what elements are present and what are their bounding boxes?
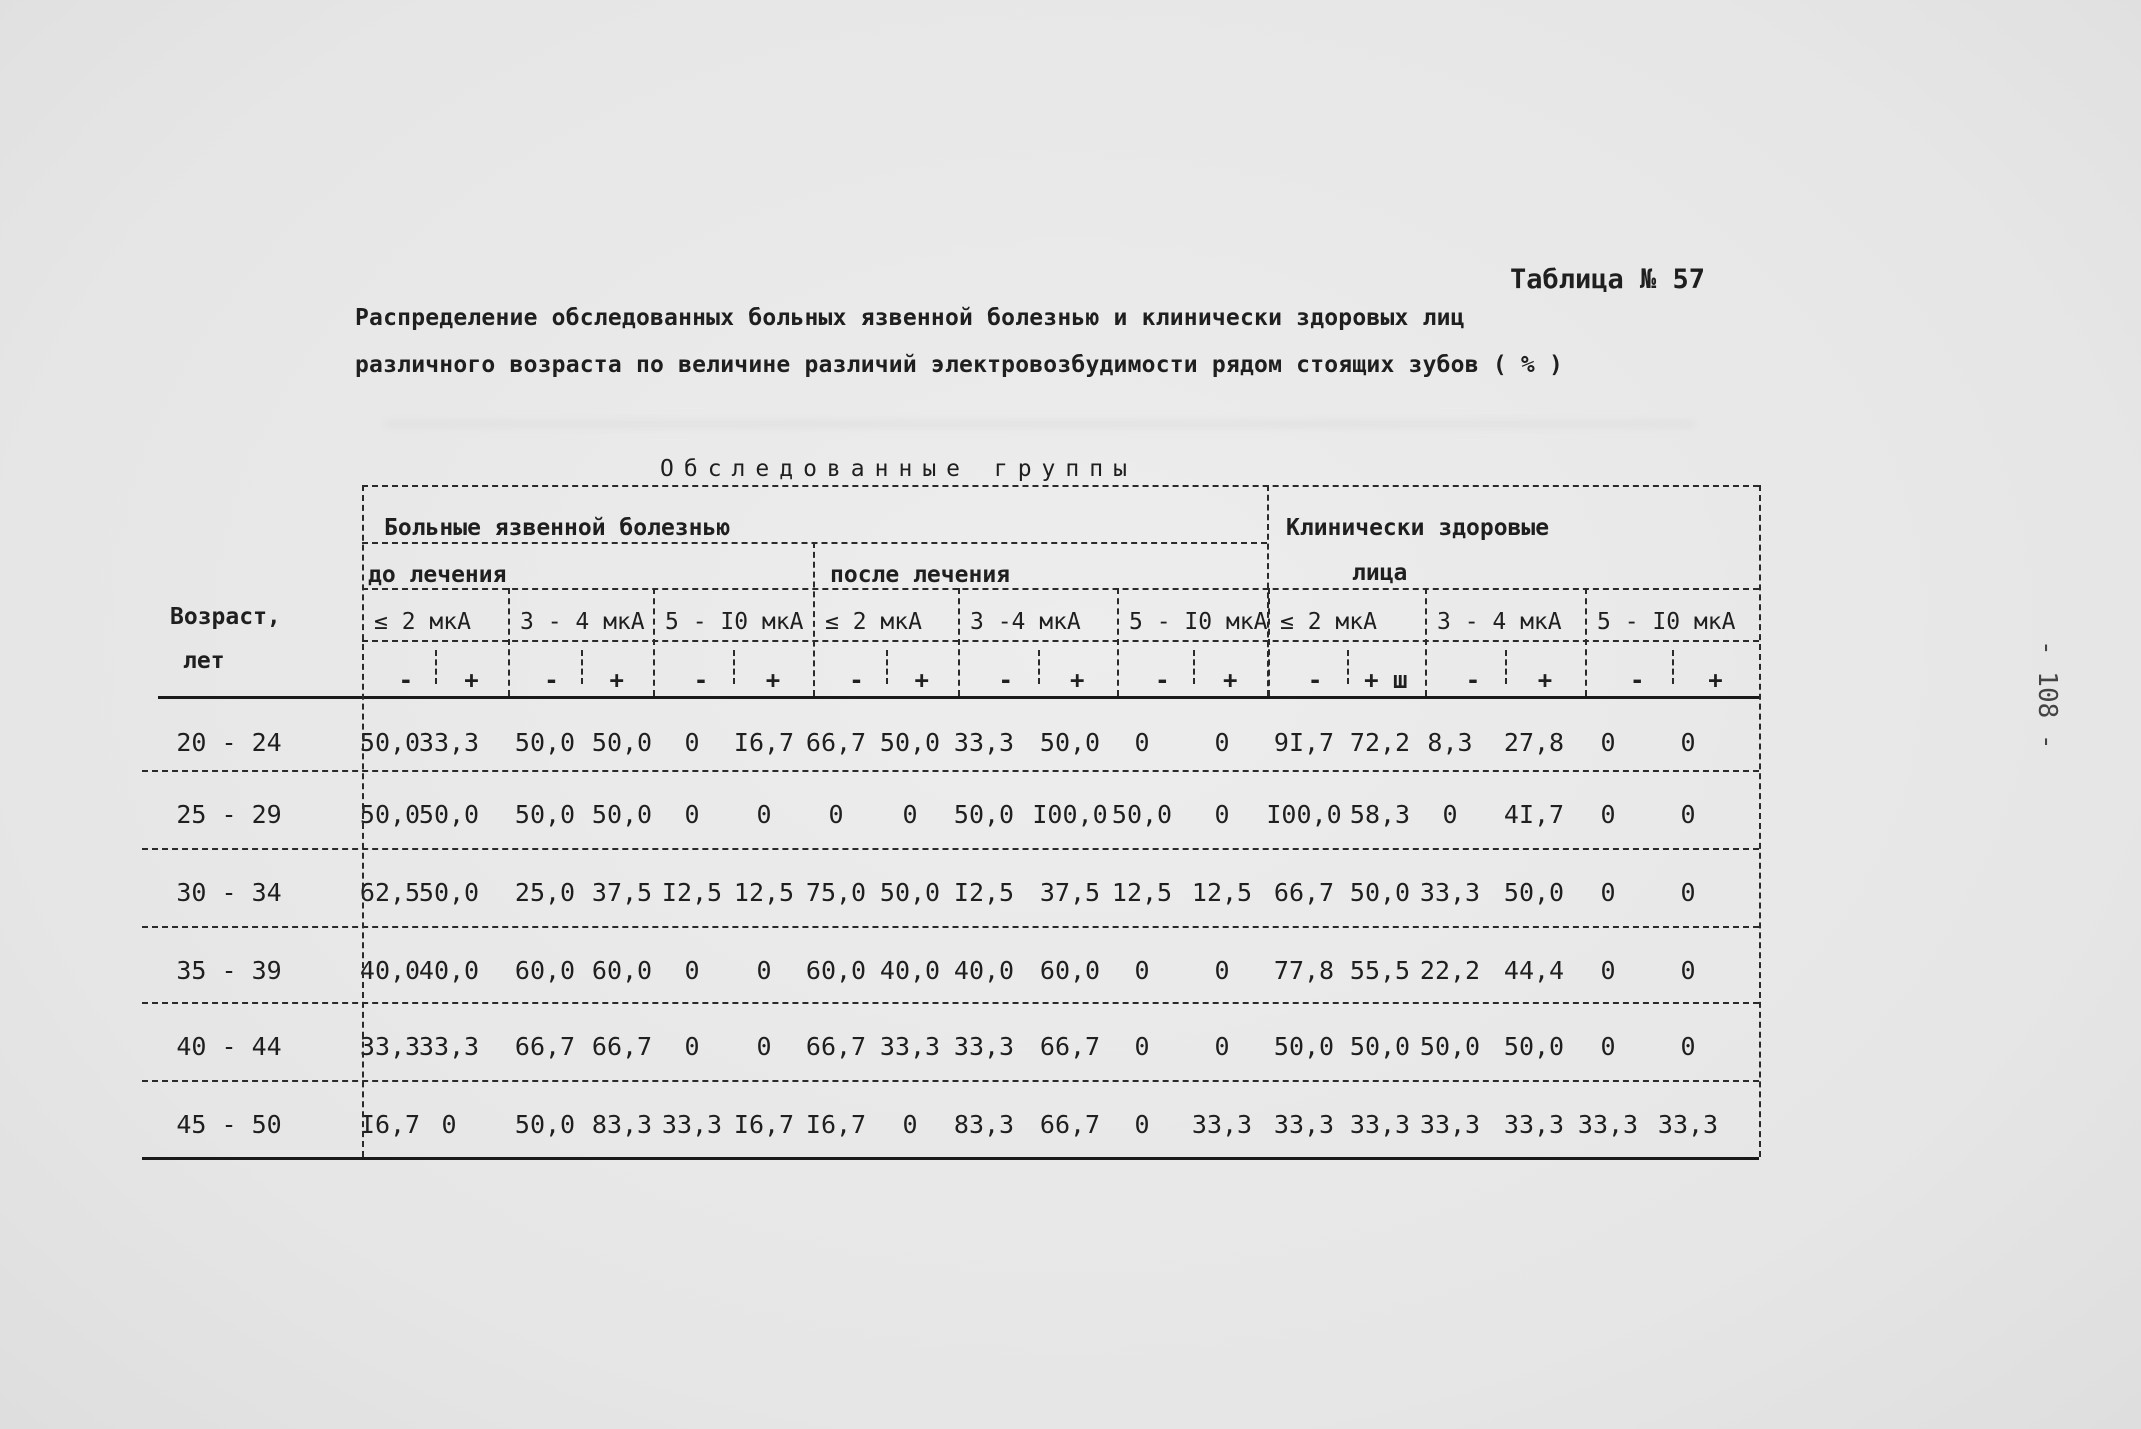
table-cell: 0: [1134, 728, 1150, 757]
table-cell: 0: [1134, 956, 1150, 985]
table-cell: 50,0: [418, 800, 480, 829]
table-cell: 77,8: [1273, 956, 1335, 985]
header-sign-17: -: [1629, 666, 1645, 694]
range-divider-line: [508, 588, 510, 696]
table-cell: 60,0: [805, 956, 867, 985]
table-cell: 50,0: [359, 728, 421, 757]
header-range-9: 5 - I0 мкА: [1597, 609, 1736, 635]
table-cell: 60,0: [1039, 956, 1101, 985]
table-cell: 33,3: [418, 1032, 480, 1061]
header-examined-groups: Обследованные группы: [660, 456, 1137, 482]
table-cell: 33,3: [953, 1032, 1015, 1061]
table-cell: 83,3: [591, 1110, 653, 1139]
table-cell: 0: [684, 728, 700, 757]
table-cell: 0: [1680, 1032, 1696, 1061]
table-cell: 0: [1134, 1032, 1150, 1061]
table-cell: 0: [1600, 1032, 1616, 1061]
table-cell: I00,0: [1032, 800, 1108, 829]
row-age-label: 30 - 34: [176, 878, 282, 907]
table-cell: 4I,7: [1503, 800, 1565, 829]
header-sign-15: -: [1465, 666, 1481, 694]
range-divider-line: [1268, 588, 1270, 696]
table-caption-line-1: Распределение обследованных больных язвенной болезнью и клинически здоровых лиц: [355, 305, 1465, 331]
table-cell: 22,2: [1419, 956, 1481, 985]
table-cell: 50,0: [1111, 800, 1173, 829]
table-cell: 37,5: [591, 878, 653, 907]
row-age-label: 35 - 39: [176, 956, 282, 985]
frame-left-line: [362, 485, 364, 1157]
table-cell: I6,7: [733, 728, 795, 757]
row-age-label: 25 - 29: [176, 800, 282, 829]
range-divider-line: [1425, 588, 1427, 696]
table-cell: 12,5: [733, 878, 795, 907]
table-cell: 33,3: [661, 1110, 723, 1139]
table-cell: 50,0: [1273, 1032, 1335, 1061]
table-cell: 0: [828, 800, 844, 829]
table-caption-line-2: различного возраста по величине различий электровозбудимости рядом стоящих зубов ( % ): [355, 352, 1564, 378]
header-sign-11: -: [1155, 666, 1170, 694]
table-cell: 37,5: [1039, 878, 1101, 907]
table-cell: 33,3: [359, 1032, 421, 1061]
table-cell: 0: [1680, 728, 1696, 757]
row-age-label: 45 - 50: [176, 1110, 282, 1139]
range-divider-line: [1585, 588, 1587, 696]
table-cell: 50,0: [514, 1110, 576, 1139]
table-cell: 8,3: [1427, 728, 1473, 757]
table-cell: 72,2: [1349, 728, 1411, 757]
header-sign-5: -: [693, 666, 709, 694]
table-cell: 50,0: [1039, 728, 1101, 757]
table-cell: 33,3: [1273, 1110, 1335, 1139]
row-separator: [142, 926, 1759, 928]
header-range-1: ≤ 2 мкА: [374, 609, 471, 635]
table-cell: 50,0: [514, 728, 576, 757]
table-cell: 40,0: [953, 956, 1015, 985]
header-rule-ranges: [362, 640, 1759, 642]
header-group-healthy-line2: лица: [1352, 560, 1408, 586]
table-cell: 44,4: [1503, 956, 1565, 985]
table-cell: 0: [756, 1032, 772, 1061]
row-separator: [142, 1002, 1759, 1004]
table-cell: 33,3: [953, 728, 1015, 757]
row-age-label: 40 - 44: [176, 1032, 282, 1061]
table-cell: 50,0: [879, 728, 941, 757]
table-cell: 50,0: [359, 800, 421, 829]
table-cell: 0: [684, 1032, 700, 1061]
table-cell: 50,0: [1503, 878, 1565, 907]
header-sign-13: -: [1307, 666, 1323, 694]
table-cell: 12,5: [1111, 878, 1173, 907]
sign-divider-line: [581, 650, 583, 684]
table-cell: 0: [441, 1110, 457, 1139]
table-cell: 33,3: [1577, 1110, 1639, 1139]
row-age-label: 20 - 24: [176, 728, 282, 757]
table-cell: 25,0: [514, 878, 576, 907]
frame-right-line: [1759, 485, 1761, 1157]
table-cell: 50,0: [1349, 878, 1411, 907]
header-sign-14: + ш: [1364, 666, 1408, 694]
table-cell: 50,0: [953, 800, 1015, 829]
table-cell: 33,3: [1657, 1110, 1719, 1139]
table-cell: 75,0: [805, 878, 867, 907]
table-cell: 0: [1600, 800, 1616, 829]
table-cell: 9I,7: [1273, 728, 1335, 757]
header-sign-16: +: [1537, 666, 1553, 694]
table-cell: 0: [684, 956, 700, 985]
table-top-rule: [362, 485, 1759, 487]
table-cell: 0: [1680, 956, 1696, 985]
table-cell: 62,5: [359, 878, 421, 907]
table-cell: 66,7: [805, 728, 867, 757]
table-cell: I6,7: [805, 1110, 867, 1139]
table-cell: 66,7: [1273, 878, 1335, 907]
table-cell: 33,3: [1503, 1110, 1565, 1139]
table-cell: I2,5: [661, 878, 723, 907]
table-cell: 0: [1214, 1032, 1230, 1061]
table-cell: I2,5: [953, 878, 1015, 907]
show-through-shadow: [385, 420, 1695, 428]
header-sign-4: +: [609, 666, 624, 694]
table-cell: 66,7: [1039, 1032, 1101, 1061]
sign-divider-line: [1038, 650, 1040, 684]
treatment-divider-line: [813, 542, 815, 696]
table-cell: 50,0: [1349, 1032, 1411, 1061]
table-cell: I6,7: [733, 1110, 795, 1139]
sign-divider-line: [1347, 650, 1349, 684]
table-cell: 33,3: [1349, 1110, 1411, 1139]
table-cell: 0: [1134, 1110, 1150, 1139]
header-range-8: 3 - 4 мкА: [1437, 609, 1562, 635]
row-separator: [142, 1080, 1759, 1082]
header-sign-7: -: [849, 666, 864, 694]
header-range-3: 5 - I0 мкА: [665, 609, 804, 635]
sign-divider-line: [733, 650, 735, 684]
table-cell: I00,0: [1266, 800, 1342, 829]
table-cell: 0: [1214, 800, 1230, 829]
table-cell: 0: [1600, 878, 1616, 907]
table-bottom-rule: [142, 1157, 1759, 1160]
header-rule-treatment: [362, 588, 1759, 590]
header-sign-12: +: [1223, 666, 1238, 694]
header-sign-6: +: [765, 666, 781, 694]
table-cell: 33,3: [1191, 1110, 1253, 1139]
range-divider-line: [958, 588, 960, 696]
table-cell: 0: [1600, 956, 1616, 985]
table-cell: 60,0: [591, 956, 653, 985]
page-number: - 108 -: [2032, 640, 2062, 750]
table-cell: 0: [684, 800, 700, 829]
header-group-healthy: Клинически здоровые: [1286, 515, 1550, 541]
header-age-unit: лет: [183, 648, 225, 674]
table-cell: 40,0: [418, 956, 480, 985]
header-after-treatment: после лечения: [830, 562, 1011, 588]
table-cell: 66,7: [1039, 1110, 1101, 1139]
sign-divider-line: [1672, 650, 1674, 684]
header-range-7: ≤ 2 мкА: [1280, 609, 1377, 635]
header-bottom-rule: [158, 696, 1759, 699]
table-cell: 66,7: [514, 1032, 576, 1061]
table-cell: 0: [756, 800, 772, 829]
table-cell: 40,0: [359, 956, 421, 985]
header-range-6: 5 - I0 мкА: [1129, 609, 1268, 635]
table-cell: 60,0: [514, 956, 576, 985]
table-cell: 50,0: [514, 800, 576, 829]
table-cell: 55,5: [1349, 956, 1411, 985]
sign-divider-line: [435, 650, 437, 684]
table-cell: 0: [1680, 878, 1696, 907]
table-cell: 40,0: [879, 956, 941, 985]
table-cell: 50,0: [879, 878, 941, 907]
table-cell: 58,3: [1349, 800, 1411, 829]
table-cell: 50,0: [418, 878, 480, 907]
header-sign-10: +: [1070, 666, 1085, 694]
header-range-5: 3 -4 мкА: [970, 609, 1081, 635]
header-sign-8: +: [914, 666, 929, 694]
range-divider-line: [1117, 588, 1119, 696]
table-cell: 0: [902, 800, 918, 829]
table-cell: 66,7: [591, 1032, 653, 1061]
table-cell: 0: [1214, 956, 1230, 985]
table-number: Таблица № 57: [1510, 264, 1706, 295]
header-range-4: ≤ 2 мкА: [825, 609, 922, 635]
header-sign-2: +: [464, 666, 479, 694]
table-cell: 33,3: [879, 1032, 941, 1061]
table-cell: 0: [902, 1110, 918, 1139]
row-separator: [142, 770, 1759, 772]
table-cell: 83,3: [953, 1110, 1015, 1139]
header-sign-9: -: [998, 666, 1013, 694]
table-cell: 50,0: [1419, 1032, 1481, 1061]
sign-divider-line: [1505, 650, 1507, 684]
table-cell: 33,3: [418, 728, 480, 757]
table-cell: 0: [756, 956, 772, 985]
header-sign-3: -: [544, 666, 559, 694]
table-cell: 50,0: [591, 800, 653, 829]
sign-divider-line: [886, 650, 888, 684]
header-sign-1: -: [398, 666, 414, 694]
header-age-label: Возраст,: [170, 604, 281, 630]
table-cell: I6,7: [359, 1110, 421, 1139]
table-cell: 0: [1214, 728, 1230, 757]
table-cell: 50,0: [1503, 1032, 1565, 1061]
sign-divider-line: [1193, 650, 1195, 684]
table-cell: 0: [1680, 800, 1696, 829]
table-cell: 0: [1442, 800, 1458, 829]
header-before-treatment: до лечения: [368, 562, 507, 588]
table-cell: 33,3: [1419, 1110, 1481, 1139]
row-separator: [142, 848, 1759, 850]
header-sign-18: +: [1708, 666, 1723, 694]
table-cell: 27,8: [1503, 728, 1565, 757]
table-cell: 66,7: [805, 1032, 867, 1061]
range-divider-line: [653, 588, 655, 696]
header-range-2: 3 - 4 мкА: [520, 609, 645, 635]
table-cell: 12,5: [1191, 878, 1253, 907]
table-cell: 0: [1600, 728, 1616, 757]
table-cell: 33,3: [1419, 878, 1481, 907]
table-cell: 50,0: [591, 728, 653, 757]
header-group-ulcer: Больные язвенной болезнью: [384, 515, 731, 541]
